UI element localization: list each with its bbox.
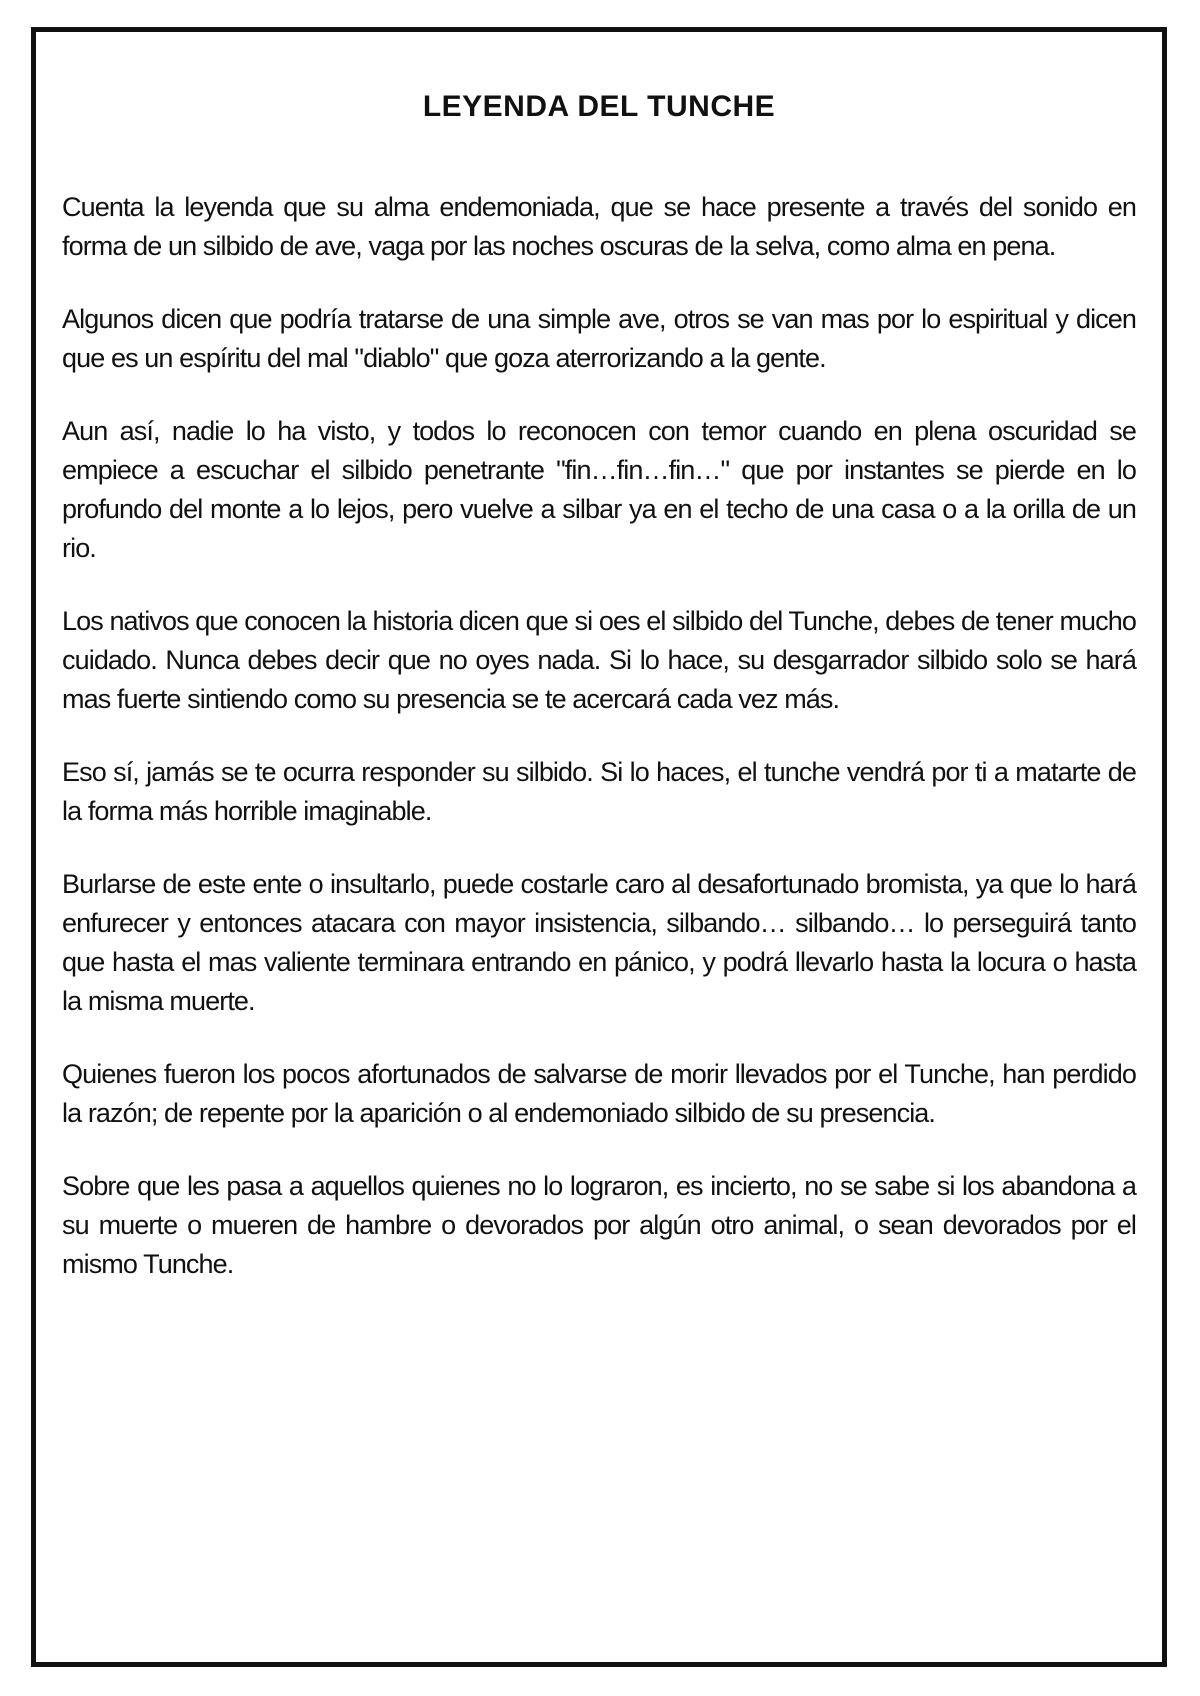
page-title: LEYENDA DEL TUNCHE [422,90,776,123]
paragraph: Burlarse de este ente o insultarlo, puede costarle caro al desafortunado bromista, ya que lo hará enfurecer y entonces atacara con mayor insistencia, silbando… silbando… lo perseguirá tanto que hasta el mas valiente terminara entrando en pánico, y podrá llevarlo hasta la locura o hasta la misma muerte. [62,869,1136,1016]
paragraph: Cuenta la leyenda que su alma endemoniada, que se hace presente a través del sonido en forma de un silbido de ave, vaga por las noches oscuras de la selva, como alma en pena. [62,192,1136,261]
paragraph: Los nativos que conocen la historia dicen que si oes el silbido del Tunche, debes de tener mucho cuidado. Nunca debes decir que no oyes nada. Si lo hace, su desgarrador silbido solo se hará mas fuerte sintiendo como su presencia se te acercará cada vez más. [62,606,1136,714]
paragraph: Sobre que les pasa a aquellos quienes no lo lograron, es incierto, no se sabe si los abandona a su muerte o mueren de hambre o devorados por algún otro animal, o sean devorados por el mismo Tunche. [62,1171,1136,1279]
paragraph: Eso sí, jamás se te ocurra responder su silbido. Si lo haces, el tunche vendrá por ti a matarte de la forma más horrible imaginable. [62,757,1136,826]
paragraph: Algunos dicen que podría tratarse de una simple ave, otros se van mas por lo espiritual y dicen que es un espíritu del mal "diablo" que goza aterrorizando a la gente. [62,304,1136,373]
paragraph: Quienes fueron los pocos afortunados de salvarse de morir llevados por el Tunche, han perdido la razón; de repente por la aparición o al endemoniado silbido de su presencia. [62,1059,1136,1128]
page-border [31,27,1167,1667]
story-body [62,188,1136,1318]
paragraph: Aun así, nadie lo ha visto, y todos lo reconocen con temor cuando en plena oscuridad se empiece a escuchar el silbido penetrante "fin…fin…fin…" que por instantes se pierde en lo profundo del monte a lo lejos, pero vuelve a silbar ya en el techo de una casa o a la orilla de un rio. [62,416,1136,563]
